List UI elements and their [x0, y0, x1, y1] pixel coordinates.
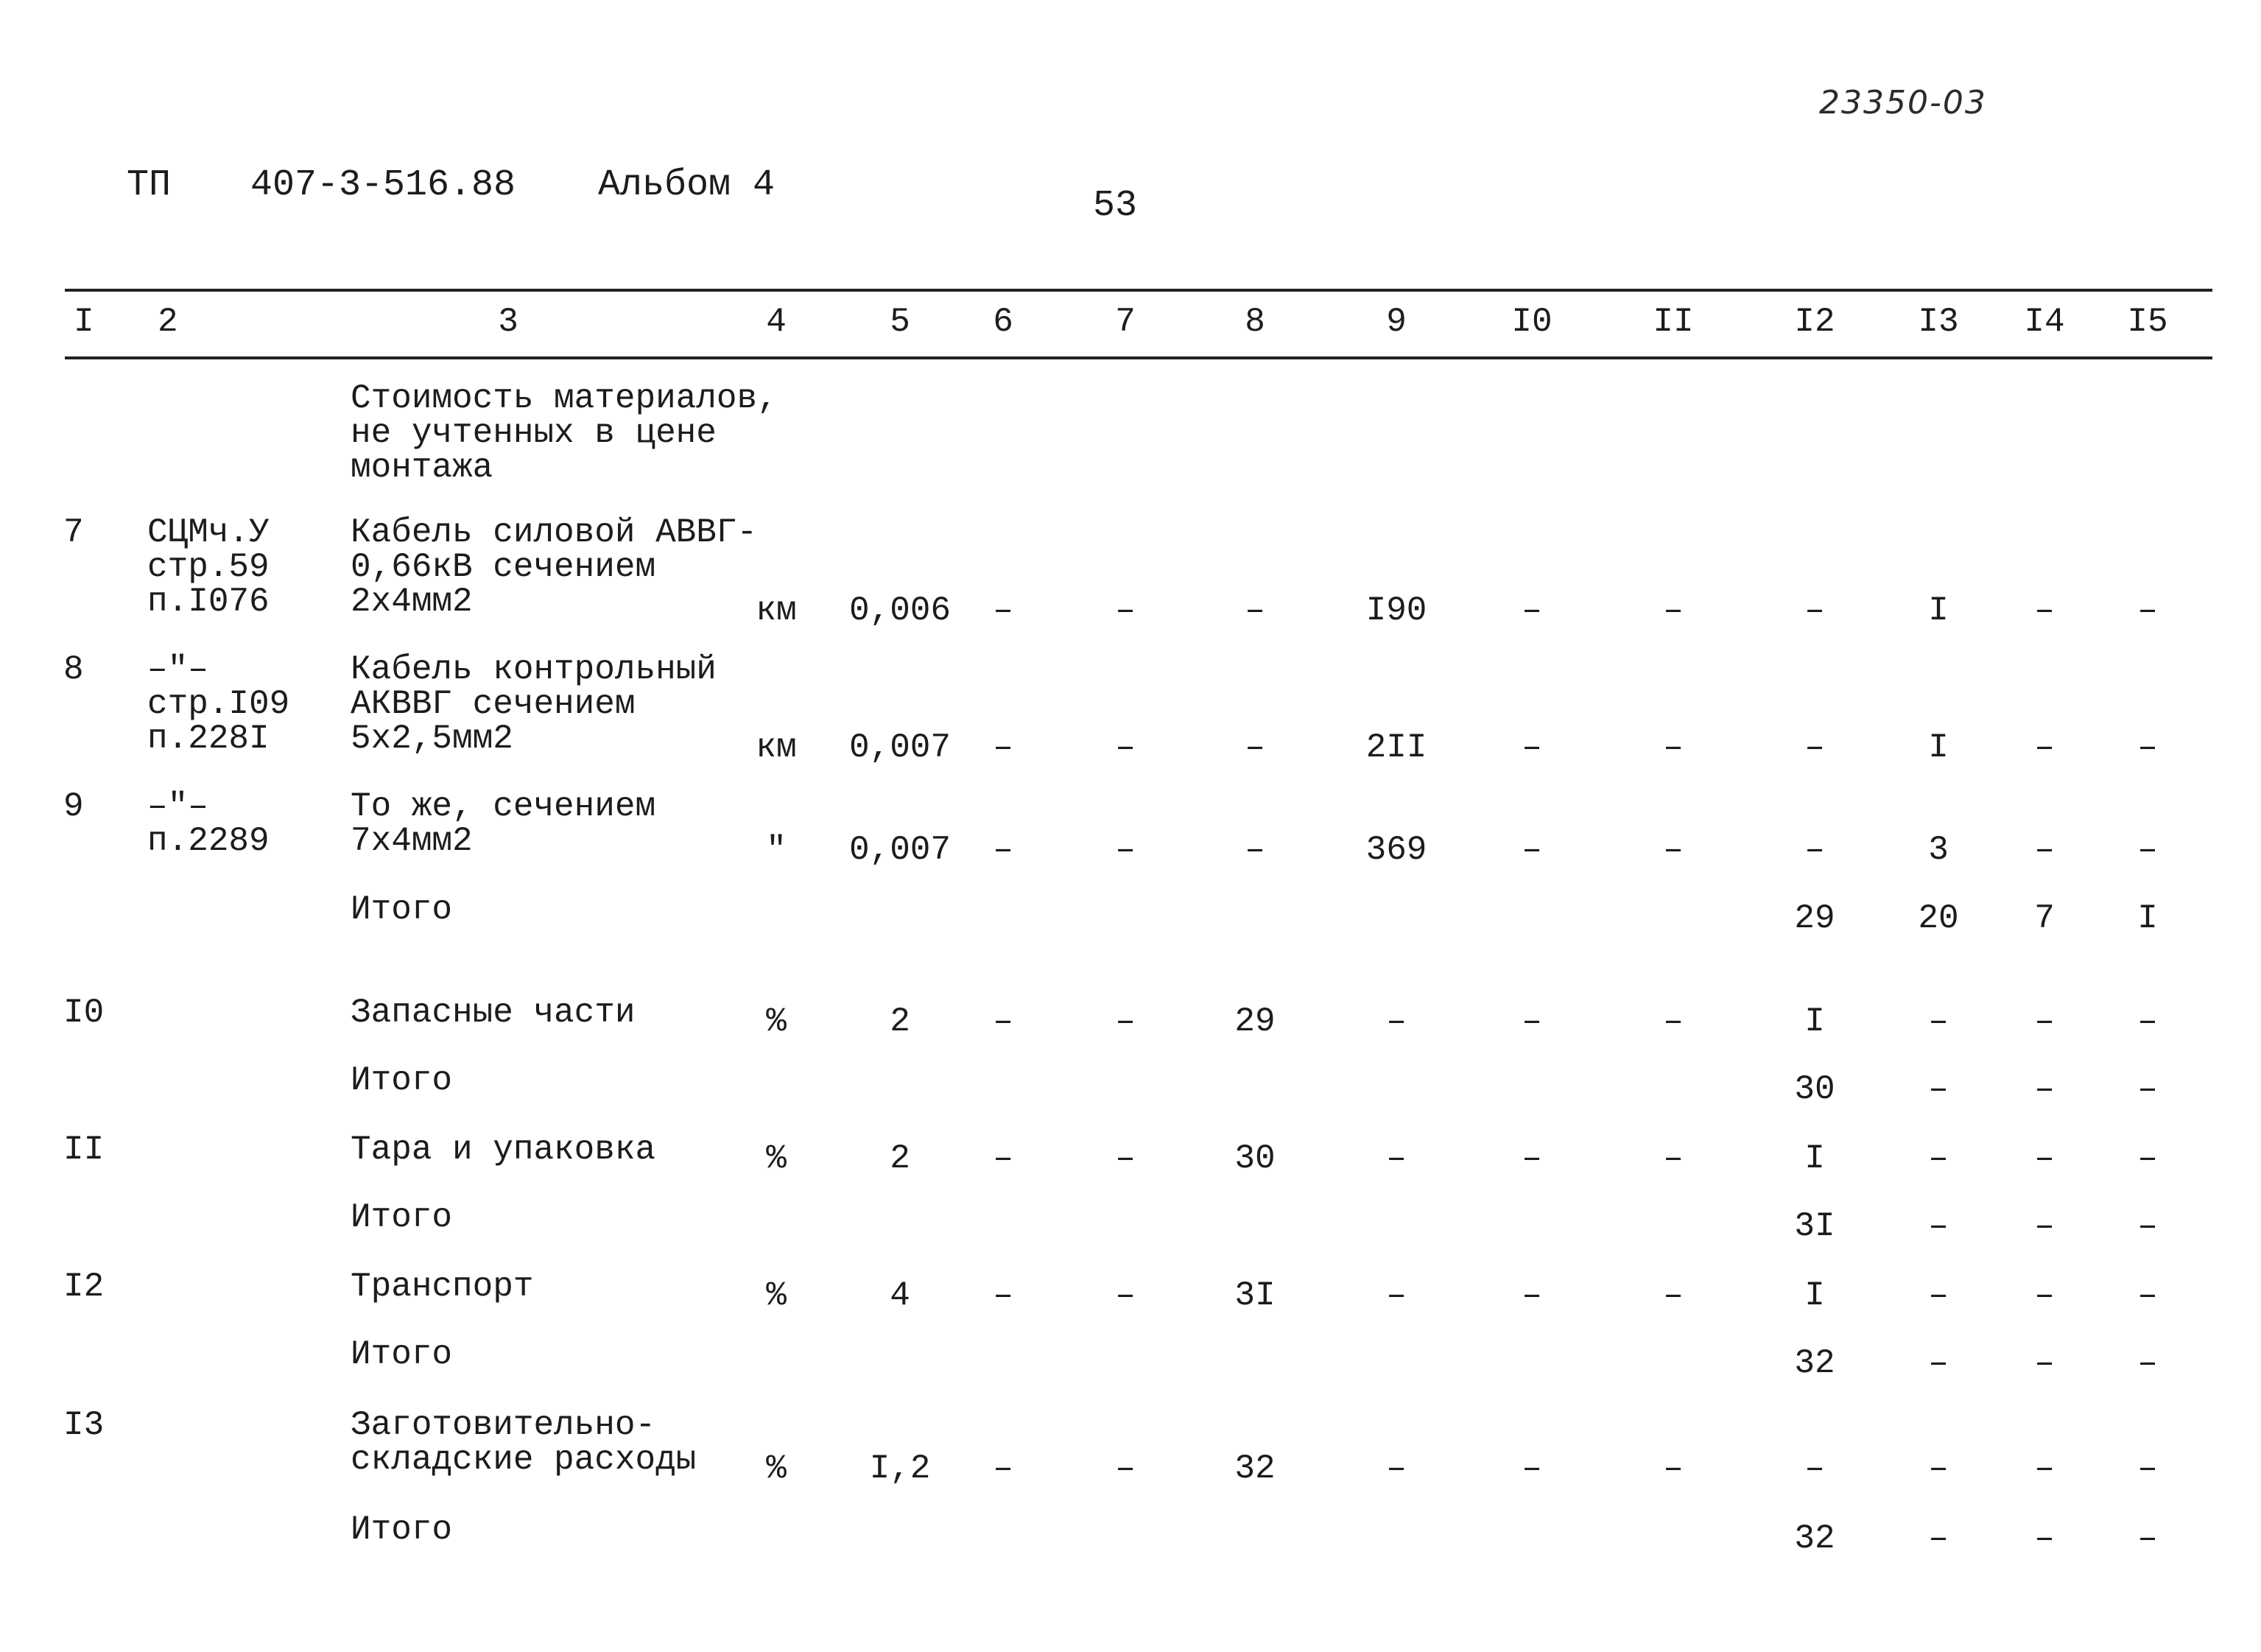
row-cell-col-14: –	[2034, 1276, 2055, 1315]
row-cell-col-4: км	[756, 728, 797, 767]
row-cell-col-12: 30	[1794, 1070, 1835, 1108]
row-cell-col-14: 7	[2034, 899, 2055, 938]
column-header: 6	[993, 303, 1013, 341]
row-cell-col-13: –	[1928, 1139, 1949, 1178]
row-cell-col-15: I	[2137, 899, 2158, 938]
row-cell-col-8: –	[1245, 591, 1265, 630]
row-cell-col-10: –	[1522, 591, 1542, 630]
row-cell-col-14: –	[2034, 1070, 2055, 1108]
row-name: Итого	[351, 1061, 453, 1100]
row-cell-col-12: 29	[1794, 899, 1835, 938]
row-name: не учтенных в цене	[351, 414, 717, 452]
row-cell-col-10: –	[1522, 1139, 1542, 1178]
column-header: I	[74, 303, 94, 341]
row-cell-col-9: –	[1386, 1139, 1407, 1178]
row-name: Итого	[351, 1511, 453, 1549]
row-cell-col-8: 29	[1234, 1002, 1276, 1041]
row-cell-col-12: I	[1804, 1276, 1825, 1315]
row-name: Транспорт	[351, 1268, 534, 1306]
row-cell-col-15: –	[2137, 1276, 2158, 1315]
column-header: I4	[2024, 303, 2065, 341]
row-cell-col-5: 4	[890, 1276, 910, 1315]
column-header: 9	[1386, 303, 1407, 341]
row-cell-col-10: –	[1522, 728, 1542, 767]
table-top-rule	[65, 289, 2212, 292]
row-name: Стоимость материалов,	[351, 379, 778, 418]
row-cell-col-14: –	[2034, 831, 2055, 869]
column-header: 7	[1115, 303, 1136, 341]
row-name: АКВВГ сечением	[351, 685, 636, 723]
row-cell-col-9: –	[1386, 1449, 1407, 1488]
row-source: СЦМч.У	[147, 513, 270, 552]
row-cell-col-5: 2	[890, 1002, 910, 1041]
row-cell-col-14: –	[2034, 591, 2055, 630]
row-cell-col-12: 32	[1794, 1519, 1835, 1558]
row-cell-col-15: –	[2137, 1449, 2158, 1488]
row-cell-col-9: –	[1386, 1002, 1407, 1041]
row-cell-col-4: км	[756, 591, 797, 630]
row-cell-col-9: 369	[1365, 831, 1427, 869]
row-source: п.I076	[147, 583, 270, 621]
row-cell-col-7: –	[1115, 1276, 1136, 1315]
column-header: 3	[498, 303, 518, 341]
row-cell-col-12: 3I	[1794, 1207, 1835, 1245]
row-cell-col-15: –	[2137, 1207, 2158, 1245]
row-name: монтажа	[351, 449, 493, 487]
row-cell-col-10: –	[1522, 1276, 1542, 1315]
row-cell-col-7: –	[1115, 1449, 1136, 1488]
row-cell-col-4: "	[766, 831, 787, 869]
column-header: I3	[1918, 303, 1959, 341]
document-stamp: 23350-03	[1819, 84, 1987, 122]
page-number: 53	[1093, 185, 1138, 227]
row-cell-col-14: –	[2034, 1519, 2055, 1558]
row-cell-col-7: –	[1115, 728, 1136, 767]
row-name: Итого	[351, 890, 453, 929]
row-cell-col-10: –	[1522, 1449, 1542, 1488]
row-cell-col-14: –	[2034, 1207, 2055, 1245]
row-cell-col-15: –	[2137, 728, 2158, 767]
row-cell-col-8: 3I	[1234, 1276, 1276, 1315]
row-cell-col-13: –	[1928, 1449, 1949, 1488]
row-cell-col-9: –	[1386, 1276, 1407, 1315]
row-number: 9	[63, 787, 84, 826]
row-cell-col-7: –	[1115, 1002, 1136, 1041]
row-source: п.228I	[147, 720, 270, 758]
row-cell-col-4: %	[766, 1449, 787, 1488]
row-cell-col-11: –	[1663, 1002, 1684, 1041]
row-cell-col-8: 32	[1234, 1449, 1276, 1488]
row-cell-col-13: –	[1928, 1207, 1949, 1245]
column-header: 4	[766, 303, 787, 341]
column-header: 2	[158, 303, 178, 341]
row-name: 2х4мм2	[351, 583, 473, 621]
row-cell-col-5: 0,007	[848, 728, 952, 767]
row-number: 7	[63, 513, 84, 552]
row-source: –"–	[147, 650, 208, 689]
row-cell-col-14: –	[2034, 1139, 2055, 1178]
row-cell-col-9: 2II	[1365, 728, 1427, 767]
row-cell-col-6: –	[993, 1276, 1013, 1315]
row-cell-col-12: I	[1804, 1139, 1825, 1178]
row-cell-col-5: 0,006	[848, 591, 952, 630]
row-cell-col-4: %	[766, 1139, 787, 1178]
row-number: II	[63, 1131, 105, 1169]
row-name: 0,66кВ сечением	[351, 548, 656, 586]
row-name: Заготовительно-	[351, 1406, 656, 1444]
row-cell-col-6: –	[993, 1002, 1013, 1041]
row-source: п.2289	[147, 822, 270, 860]
row-cell-col-12: I	[1804, 1002, 1825, 1041]
row-cell-col-6: –	[993, 591, 1013, 630]
row-cell-col-11: –	[1663, 1449, 1684, 1488]
row-cell-col-12: –	[1804, 591, 1825, 630]
column-header: 8	[1245, 303, 1265, 341]
row-name: складские расходы	[351, 1441, 697, 1479]
row-cell-col-12: 32	[1794, 1344, 1835, 1382]
row-name: Итого	[351, 1198, 453, 1237]
row-cell-col-11: –	[1663, 1139, 1684, 1178]
row-cell-col-5: I,2	[869, 1449, 931, 1488]
row-cell-col-8: –	[1245, 831, 1265, 869]
row-cell-col-15: –	[2137, 591, 2158, 630]
row-cell-col-6: –	[993, 728, 1013, 767]
row-cell-col-7: –	[1115, 831, 1136, 869]
row-cell-col-13: –	[1928, 1276, 1949, 1315]
column-header: 5	[890, 303, 910, 341]
series-number: 407-3-516.88	[250, 164, 516, 206]
row-cell-col-13: 3	[1928, 831, 1949, 869]
row-cell-col-13: –	[1928, 1002, 1949, 1041]
row-name: Запасные части	[351, 994, 636, 1032]
row-cell-col-9: I90	[1365, 591, 1427, 630]
row-cell-col-13: I	[1928, 591, 1949, 630]
row-number: I2	[63, 1268, 105, 1306]
row-cell-col-7: –	[1115, 1139, 1136, 1178]
row-cell-col-14: –	[2034, 728, 2055, 767]
series-prefix: ТП	[127, 164, 172, 206]
row-cell-col-6: –	[993, 831, 1013, 869]
row-cell-col-13: –	[1928, 1070, 1949, 1108]
table-header-rule	[65, 356, 2212, 359]
row-cell-col-5: 0,007	[848, 831, 952, 869]
row-cell-col-4: %	[766, 1276, 787, 1315]
row-cell-col-14: –	[2034, 1002, 2055, 1041]
row-name: Кабель контрольный	[351, 650, 717, 689]
row-cell-col-11: –	[1663, 831, 1684, 869]
row-name: 5х2,5мм2	[351, 720, 513, 758]
row-cell-col-15: –	[2137, 1070, 2158, 1108]
row-cell-col-7: –	[1115, 591, 1136, 630]
row-cell-col-11: –	[1663, 591, 1684, 630]
row-name: Кабель силовой АВВГ-	[351, 513, 758, 552]
row-cell-col-6: –	[993, 1139, 1013, 1178]
row-cell-col-4: %	[766, 1002, 787, 1041]
row-source: –"–	[147, 787, 208, 826]
row-cell-col-8: 30	[1234, 1139, 1276, 1178]
row-cell-col-13: –	[1928, 1344, 1949, 1382]
row-name: То же, сечением	[351, 787, 656, 826]
row-cell-col-10: –	[1522, 1002, 1542, 1041]
row-cell-col-14: –	[2034, 1449, 2055, 1488]
row-cell-col-5: 2	[890, 1139, 910, 1178]
row-number: I0	[63, 994, 105, 1032]
row-cell-col-10: –	[1522, 831, 1542, 869]
row-cell-col-15: –	[2137, 831, 2158, 869]
row-cell-col-13: 20	[1918, 899, 1959, 938]
row-cell-col-13: –	[1928, 1519, 1949, 1558]
column-header: II	[1653, 303, 1694, 341]
row-name: Итого	[351, 1335, 453, 1374]
row-cell-col-12: –	[1804, 728, 1825, 767]
row-source: стр.59	[147, 548, 270, 586]
row-cell-col-14: –	[2034, 1344, 2055, 1382]
row-number: I3	[63, 1406, 105, 1444]
row-name: 7х4мм2	[351, 822, 473, 860]
row-cell-col-15: –	[2137, 1519, 2158, 1558]
row-cell-col-8: –	[1245, 728, 1265, 767]
row-cell-col-6: –	[993, 1449, 1013, 1488]
column-header: I0	[1511, 303, 1553, 341]
column-header: I2	[1794, 303, 1835, 341]
row-source: стр.I09	[147, 685, 290, 723]
album-label: Альбом 4	[598, 164, 776, 206]
row-cell-col-15: –	[2137, 1139, 2158, 1178]
column-header: I5	[2127, 303, 2168, 341]
row-cell-col-11: –	[1663, 1276, 1684, 1315]
row-cell-col-11: –	[1663, 728, 1684, 767]
row-name: Тара и упаковка	[351, 1131, 656, 1169]
row-cell-col-12: –	[1804, 831, 1825, 869]
row-cell-col-12: –	[1804, 1449, 1825, 1488]
row-cell-col-15: –	[2137, 1344, 2158, 1382]
row-cell-col-13: I	[1928, 728, 1949, 767]
row-cell-col-15: –	[2137, 1002, 2158, 1041]
row-number: 8	[63, 650, 84, 689]
